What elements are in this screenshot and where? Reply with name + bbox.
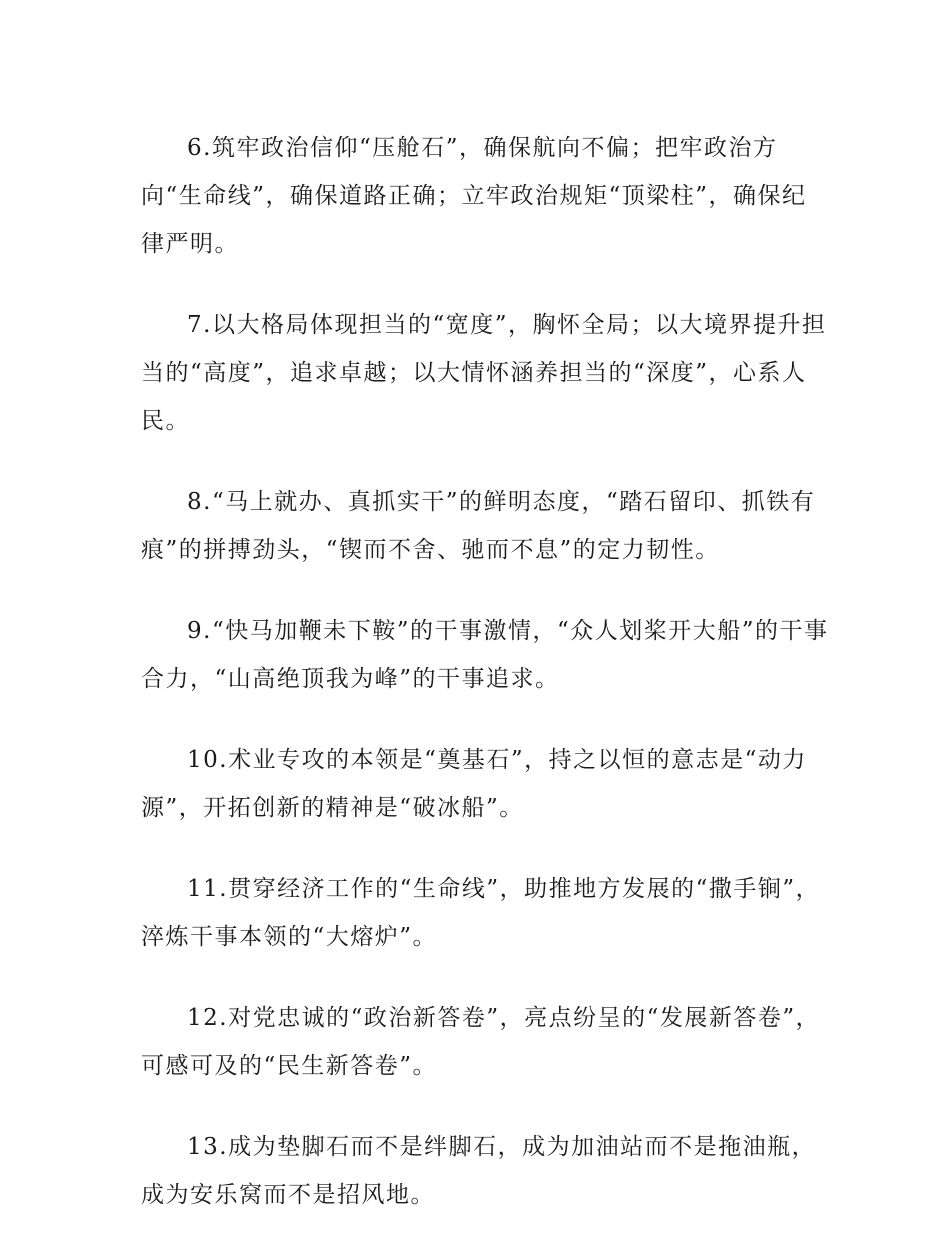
paragraph-text: “快马加鞭未下鞍”的干事激情，“众人划桨开大船”的干事合力，“山高绝顶我为峰”的干事追求。 — [141, 618, 829, 692]
paragraph-8 — [141, 478, 831, 574]
paragraph-number: 12. — [187, 1005, 229, 1031]
paragraph-text: “马上就办、真抓实干”的鲜明态度，“踏石留印、抓铁有痕”的拼搏劲头，“锲而不舍、驰而不息”的定力韧性。 — [141, 489, 816, 563]
paragraph-13 — [141, 1123, 831, 1219]
paragraph-text: 术业专攻的本领是“奠基石”，持之以恒的意志是“动力源”，开拓创新的精神是“破冰船”。 — [141, 747, 807, 821]
paragraph-number: 11. — [187, 876, 229, 902]
paragraph-number: 6. — [187, 135, 212, 161]
paragraph-text: 筑牢政治信仰“压舱石”，确保航向不偏；把牢政治方向“生命线”，确保道路正确；立牢政治规矩“顶梁柱”，确保纪律严明。 — [141, 135, 807, 257]
document-body — [141, 124, 831, 1252]
paragraph-6 — [141, 124, 831, 268]
paragraph-text: 以大格局体现担当的“宽度”，胸怀全局；以大境界提升担当的“高度”，追求卓越；以大情怀涵养担当的“深度”，心系人民。 — [141, 312, 827, 434]
paragraph-number: 13. — [187, 1134, 229, 1160]
paragraph-number: 9. — [187, 618, 212, 644]
paragraph-number: 8. — [187, 489, 212, 515]
paragraph-number: 10. — [187, 747, 229, 773]
paragraph-text: 成为垫脚石而不是绊脚石，成为加油站而不是拖油瓶，成为安乐窝而不是招风地。 — [141, 1134, 817, 1208]
paragraph-number: 7. — [187, 312, 212, 338]
paragraph-text: 贯穿经济工作的“生命线”，助推地方发展的“撒手锏”，淬炼干事本领的“大熔炉”。 — [141, 876, 821, 950]
paragraph-text: 对党忠诚的“政治新答卷”，亮点纷呈的“发展新答卷”，可感可及的“民生新答卷”。 — [141, 1005, 821, 1079]
paragraph-7 — [141, 301, 831, 445]
paragraph-11 — [141, 865, 831, 961]
paragraph-12 — [141, 994, 831, 1090]
paragraph-10 — [141, 736, 831, 832]
paragraph-9 — [141, 607, 831, 703]
